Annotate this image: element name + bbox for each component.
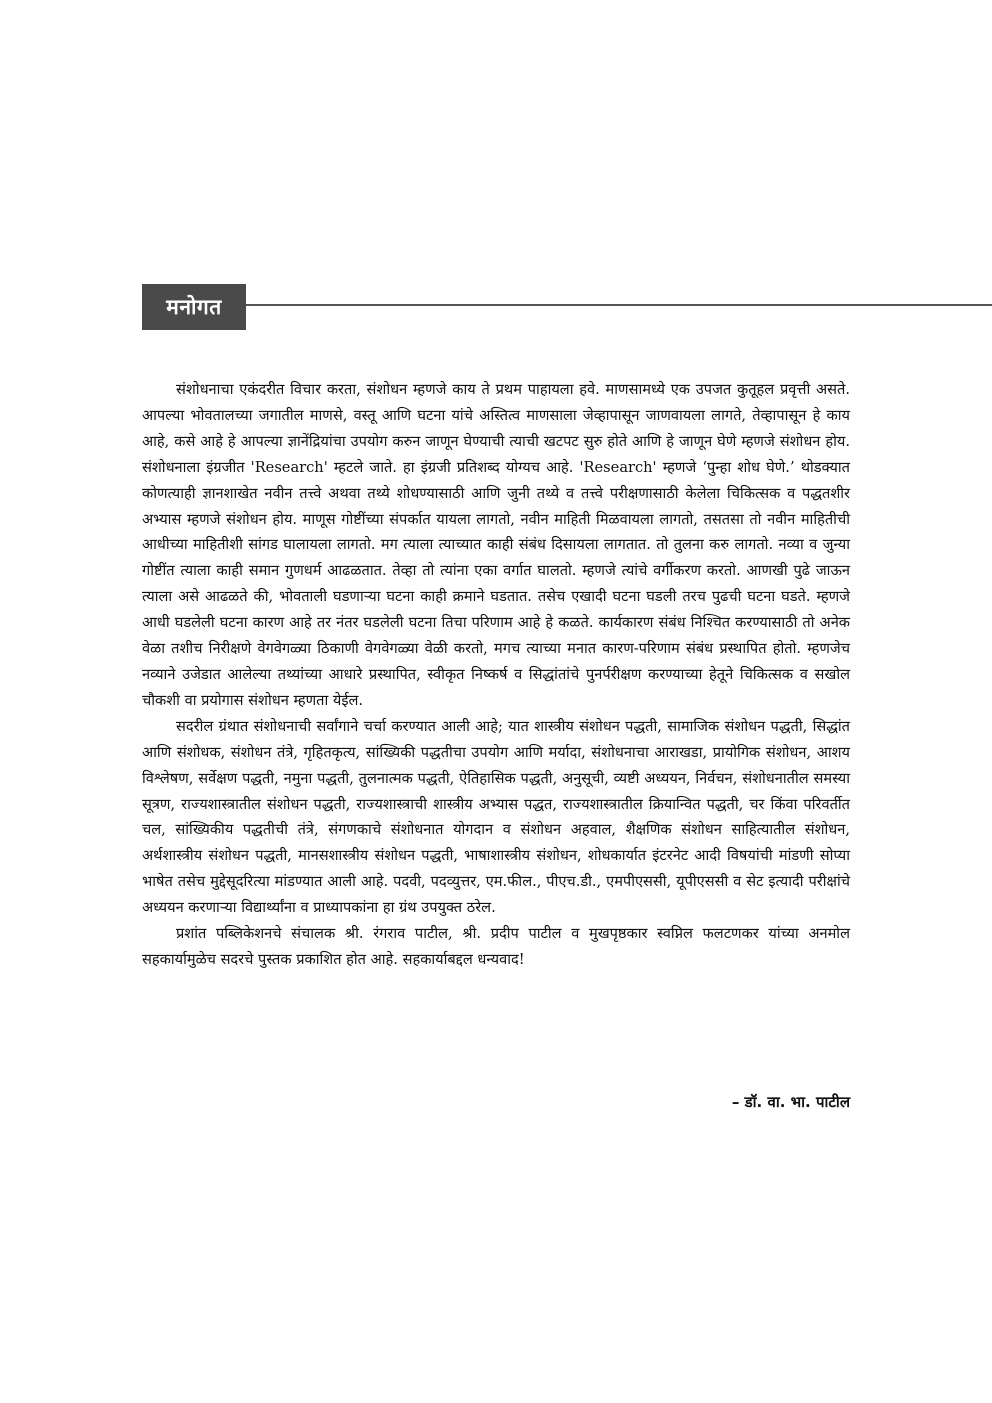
section-heading: मनोगत: [142, 284, 246, 330]
heading-divider: [246, 304, 992, 306]
paragraph-3: प्रशांत पब्लिकेशनचे संचालक श्री. रंगराव पाटील, श्री. प्रदीप पाटील व मुखपृष्ठकार स्वप्निल फलटणकर यांच्या अनमोल सहकार्यामुळेच सदरचे पुस्तक प्रकाशित होत आहे. सहकार्याबद्दल धन्यवाद!: [142, 925, 850, 968]
section-heading-row: [142, 284, 992, 330]
author-signature: – डॉ. वा. भा. पाटील: [731, 1093, 850, 1111]
paragraph-2: सदरील ग्रंथात संशोधनाची सर्वांगाने चर्चा करण्यात आली आहे; यात शास्त्रीय संशोधन पद्धती, सामाजिक संशोधन पद्धती, सिद्धांत आणि संशोधक, संशोधन तंत्रे, गृहितकृत्य, सांख्यिकी पद्धतीचा उपयोग आणि मर्यादा, संशोधनाचा आराखडा, प्रायोगिक संशोधन, आशय विश्लेषण, सर्वेक्षण पद्धती, नमुना पद्धती, तुलनात्मक पद्धती, ऐतिहासिक पद्धती, अनुसूची, व्यष्टी अध्ययन, निर्वचन, संशोधनातील समस्या सूत्रण, राज्यशास्त्रातील संशोधन पद्धती, राज्यशास्त्राची शास्त्रीय अभ्यास पद्धत, राज्यशास्त्रातील क्रियान्वित पद्धती, चर किंवा परिवर्तीत चल, सांख्यिकीय पद्धतीची तंत्रे, संगणकाचे संशोधनात योगदान व संशोधन अहवाल, शैक्षणिक संशोधन साहित्यातील संशोधन, अर्थशास्त्रीय संशोधन पद्धती, मानसशास्त्रीय संशोधन पद्धती, भाषाशास्त्रीय संशोधन, शोधकार्यात इंटरनेट आदी विषयांची मांडणी सोप्या भाषेत तसेच मुद्देसूदरित्या मांडण्यात आली आहे. पदवी, पदव्युत्तर, एम.फील., पीएच.डी., एमपीएससी, यूपीएससी व सेट इत्यादी परीक्षांचे अध्ययन करणाऱ्या विद्यार्थ्यांना व प्राध्यापकांना हा ग्रंथ उपयुक्त ठरेल.: [142, 717, 850, 917]
preface-body: [142, 377, 850, 973]
paragraph-1: संशोधनाचा एकंदरीत विचार करता, संशोधन म्हणजे काय ते प्रथम पाहायला हवे. माणसामध्ये एक उपजत कुतूहल प्रवृत्ती असते. आपल्या भोवतालच्या जगातील माणसे, वस्तू आणि घटना यांचे अस्तित्व माणसाला जेव्हापासून जाणवायला लागते, तेव्हापासून हे काय आहे, कसे आहे हे आपल्या ज्ञानेंद्रियांचा उपयोग करुन जाणून घेण्याची त्याची खटपट सुरु होते आणि हे जाणून घेणे म्हणजे संशोधन होय. संशोधनाला इंग्रजीत 'Research' म्हटले जाते. हा इंग्रजी प्रतिशब्द योग्यच आहे. 'Research' म्हणजे ‘पुन्हा शोध घेणे.’ थोडक्यात कोणत्याही ज्ञानशाखेत नवीन तत्त्वे अथवा तथ्ये शोधण्यासाठी आणि जुनी तथ्ये व तत्त्वे परीक्षणासाठी केलेला चिकित्सक व पद्धतशीर अभ्यास म्हणजे संशोधन होय. माणूस गोष्टींच्या संपर्कात यायला लागतो, नवीन माहिती मिळवायला लागतो, तसतसा तो नवीन माहितीची आधीच्या माहितीशी सांगड घालायला लागतो. मग त्याला त्याच्यात काही संबंध दिसायला लागतात. तो तुलना करु लागतो. नव्या व जुन्या गोष्टींत त्याला काही समान गुणधर्म आढळतात. तेव्हा तो त्यांना एका वर्गात घालतो. म्हणजे त्यांचे वर्गीकरण करतो. आणखी पुढे जाऊन त्याला असे आढळते की, भोवताली घडणाऱ्या घटना काही क्रमाने घडतात. तसेच एखादी घटना घडली तरच पुढची घटना घडते. म्हणजे आधी घडलेली घटना कारण आहे तर नंतर घडलेली घटना तिचा परिणाम आहे हे कळते. कार्यकारण संबंध निश्चित करण्यासाठी तो अनेक वेळा तशीच निरीक्षणे वेगवेगळ्या ठिकाणी वेगवेगळ्या वेळी करतो, मगच त्याच्या मनात कारण-परिणाम संबंध प्रस्थापित होतो. म्हणजेच नव्याने उजेडात आलेल्या तथ्यांच्या आधारे प्रस्थापित, स्वीकृत निष्कर्ष व सिद्धांतांचे पुनर्परीक्षण करण्याच्या हेतूने चिकित्सक व सखोल चौकशी वा प्रयोगास संशोधन म्हणता येईल.: [142, 381, 850, 709]
